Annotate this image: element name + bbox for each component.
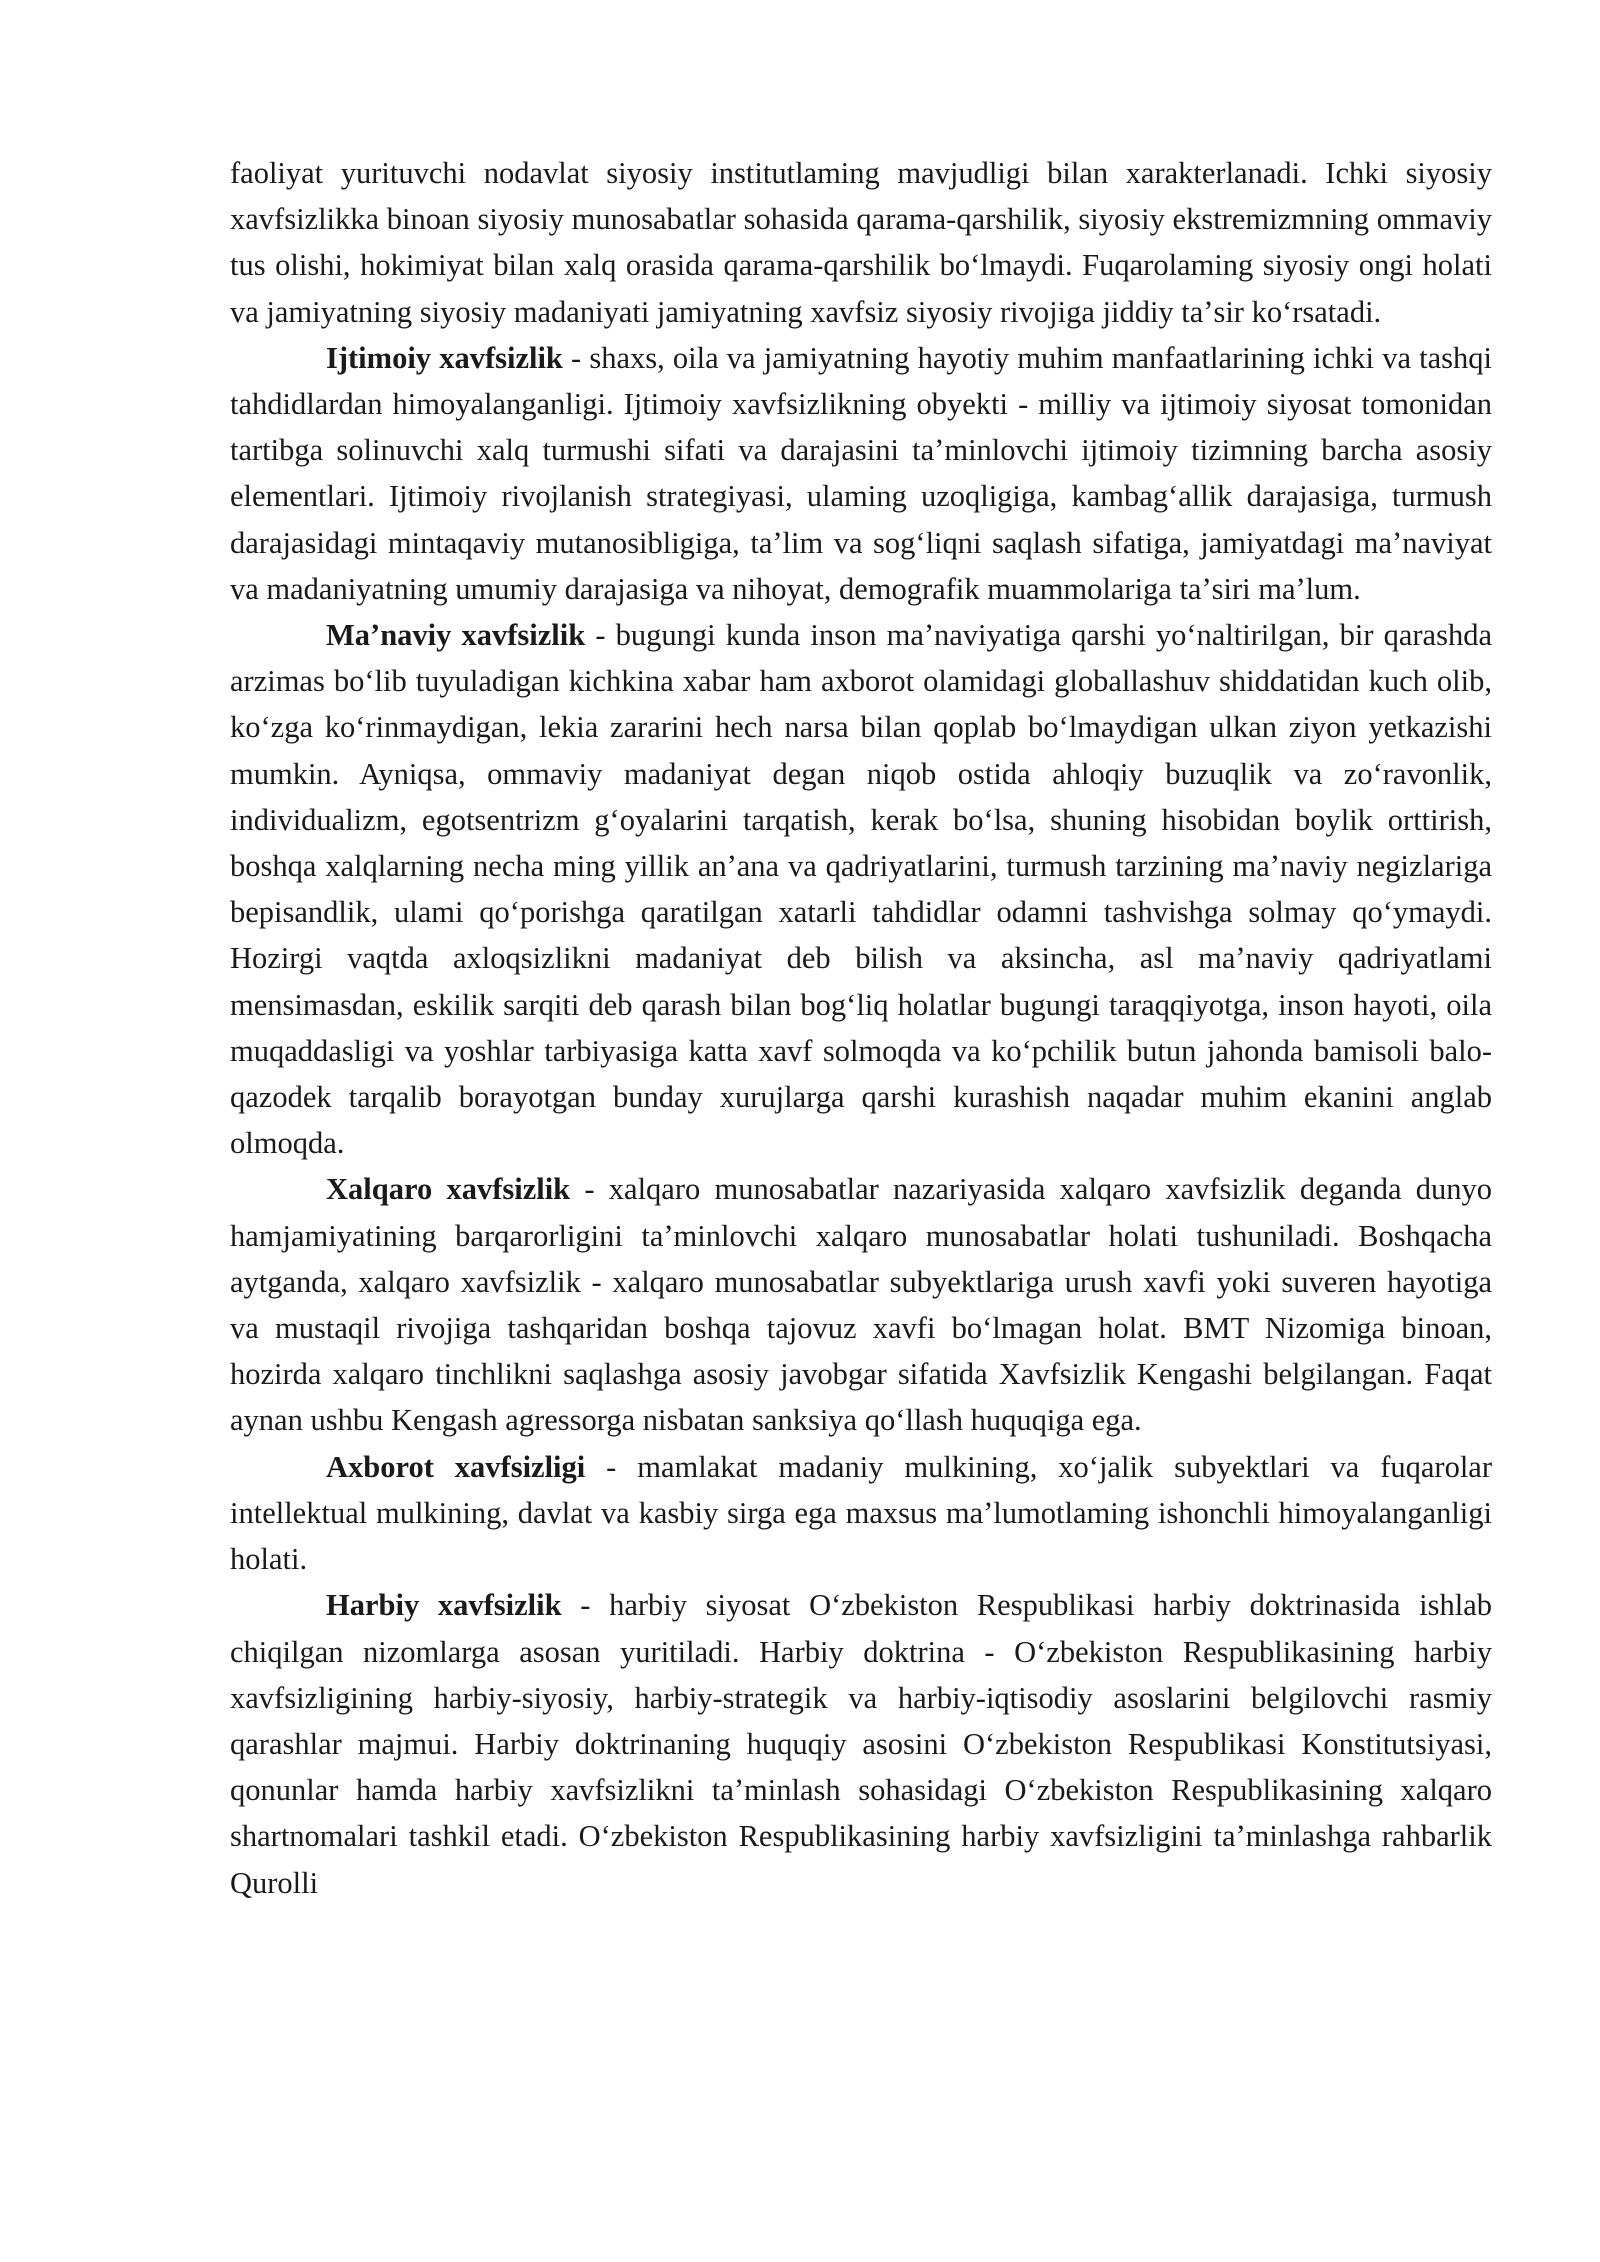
paragraph-military-security (230, 1582, 1492, 1905)
paragraph-information-security (230, 1444, 1492, 1583)
paragraph-international-security (230, 1166, 1492, 1443)
paragraph-text: - xalqaro munosabatlar nazariyasida xalqaro xavfsizlik deganda dunyo hamjamiyatining barqarorligini taʼminlovchi xalqaro munosabatlar holati tushuniladi. Boshqacha aytganda, xalqaro xavfsizlik - xalqaro munosabatlar subyektlariga urush xavfi yoki suveren hayotiga va mustaqil rivojiga tashqaridan boshqa tajovuz xavfi boʻlmagan holat. BMT Nizomiga binoan, hozirda xalqaro tinchlikni saqlashga asosiy javobgar sifatida Xavfsizlik Kengashi belgilangan. Faqat aynan ushbu Kengash agressorga nisbatan sanksiya qoʻllash huquqiga ega. (230, 1172, 1492, 1438)
paragraph-text: - shaxs, oila va jamiyatning hayotiy muhim manfaatlarining ichki va tashqi tahdidlardan himoyalanganligi. Ijtimoiy xavfsizlikning obyekti - milliy va ijtimoiy siyosat tomonidan tartibga solinuvchi xalq turmushi sifati va darajasini taʼminlovchi ijtimoiy tizimning barcha asosiy elementlari. Ijtimoiy rivojlanish strategiyasi, ulaming uzoqligiga, kambagʻallik darajasiga, turmush darajasidagi mintaqaviy mutanosibligiga, taʼlim va sogʻliqni saqlash sifatiga, jamiyatdagi maʼnaviyat va madaniyatning umumiy darajasiga va nihoyat, demografik muammolariga taʼsiri maʼlum. (230, 340, 1492, 606)
paragraph-spiritual-security (230, 612, 1492, 1166)
paragraph-political-security-continued (230, 150, 1492, 335)
paragraph-social-security (230, 335, 1492, 612)
paragraph-text: - harbiy siyosat Oʻzbekiston Respublikasi harbiy doktrinasida ishlab chiqilgan nizomlarga asosan yuritiladi. Harbiy doktrina - Oʻzbekiston Respublikasining harbiy xavfsizligining harbiy-siyosiy, harbiy-strategik va harbiy-iqtisodiy asoslarini belgilovchi rasmiy qarashlar majmui. Harbiy doktrinaning huquqiy asosini Oʻzbekiston Respublikasi Konstitutsiyasi, qonunlar hamda harbiy xavfsizlikni taʼminlash sohasidagi Oʻzbekiston Respublikasining xalqaro shartnomalari tashkil etadi. Oʻzbekiston Respublikasining harbiy xavfsizligini taʼminlashga rahbarlik Qurolli (230, 1588, 1492, 1900)
document-page (230, 150, 1492, 1906)
paragraph-text: - bugungi kunda inson maʼnaviyatiga qarshi yoʻnaltirilgan, bir qarashda arzimas boʻlib tuyuladigan kichkina xabar ham axborot olamidagi globallashuv shiddatidan kuch olib, koʻzga koʻrinmaydigan, lekia zararini hech narsa bilan qoplab boʻlmaydigan ulkan ziyon yetkazishi mumkin. Ayniqsa, ommaviy madaniyat degan niqob ostida ahloqiy buzuqlik va zoʻravonlik, individualizm, egotsentrizm gʻoyalarini tarqatish, kerak boʻlsa, shuning hisobidan boylik orttirish, boshqa xalqlarning necha ming yillik anʼana va qadriyatlarini, turmush tarzining maʼnaviy negizlariga bepisandlik, ulami qoʻporishga qaratilgan xatarli tahdidlar odamni tashvishga solmay qoʻymaydi. Hozirgi vaqtda axloqsizlikni madaniyat deb bilish va aksincha, asl maʼnaviy qadriyatlami mensimasdan, eskilik sarqiti deb qarash bilan bogʻliq holatlar bugungi taraqqiyotga, inson hayoti, oila muqaddasligi va yoshlar tarbiyasiga katta xavf solmoqda va koʻpchilik butun jahonda bamisoli balo-qazodek tarqalib borayotgan bunday xurujlarga qarshi kurashish naqadar muhim ekanini anglab olmoqda. (230, 618, 1492, 1161)
term-heading: Harbiy xavfsizlik (326, 1588, 562, 1623)
term-heading: Xalqaro xavfsizlik (326, 1172, 571, 1207)
term-heading: Ijtimoiy xavfsizlik (326, 340, 563, 375)
term-heading: Maʼnaviy xavfsizlik (326, 618, 586, 653)
paragraph-text: - mamlakat madaniy mulkining, xoʻjalik subyektlari va fuqarolar intellektual mulkining, davlat va kasbiy sirga ega maxsus maʼlumotlaming ishonchli himoyalanganligi holati. (230, 1449, 1493, 1577)
paragraph-text: faoliyat yurituvchi nodavlat siyosiy institutlaming mavjudligi bilan xarakterlanadi. Ichki siyosiy xavfsizlikka binoan siyosiy munosabatlar sohasida qarama-qarshilik, siyosiy ekstremizmning ommaviy tus olishi, hokimiyat bilan xalq orasida qarama-qarshilik boʻlmaydi. Fuqarolaming siyosiy ongi holati va jamiyatning siyosiy madaniyati jamiyatning xavfsiz siyosiy rivojiga jiddiy taʼsir koʻrsatadi. (230, 156, 1492, 329)
term-heading: Axborot xavfsizligi (326, 1449, 586, 1484)
